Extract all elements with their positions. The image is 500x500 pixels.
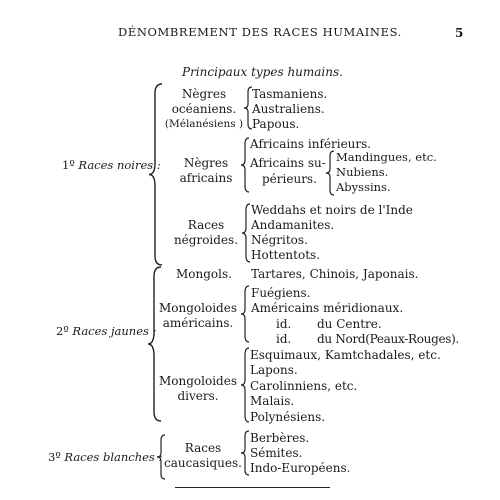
group-number: 2º (56, 324, 69, 338)
list-item: Hottentots. (251, 248, 321, 262)
group-name: Races noires : (78, 158, 161, 172)
category-line: négroides. (173, 233, 239, 247)
category-line: Mongoloides (159, 301, 237, 315)
category-mongoloides-divers (158, 374, 238, 404)
list-item: Tartares, Chinois, Japonais. (251, 267, 419, 281)
list-item: Fuégiens. (251, 286, 311, 300)
list-item: Africains su- (250, 156, 326, 170)
list-item: périeurs. (262, 172, 317, 186)
group-name: Races jaunes : (72, 324, 157, 338)
category-negres-oceaniens (162, 87, 246, 132)
list-item: Papous. (252, 117, 300, 131)
id-marker: id. (276, 332, 292, 346)
subtitle: Principaux types humains. (182, 65, 343, 79)
list-item: Malais. (250, 394, 295, 408)
running-head: DÉNOMBREMENT DES RACES HUMAINES. (118, 25, 402, 39)
category-line: Mongoloides (159, 374, 237, 388)
group-label-races-noires (62, 160, 161, 172)
list-item: Négritos. (251, 233, 308, 247)
page-number: 5 (455, 26, 464, 40)
group-number: 3º (48, 450, 61, 464)
category-line: Races (184, 441, 222, 455)
curly-brace-icon (325, 150, 335, 196)
group-label-races-jaunes (56, 326, 156, 338)
curly-brace-icon (240, 285, 250, 343)
category-line: divers. (177, 389, 219, 403)
category-races-caucasiques (164, 441, 242, 471)
list-item: Berbères. (250, 431, 310, 445)
list-item: Australiens. (252, 102, 325, 116)
list-item: du Centre. (317, 317, 382, 331)
list-item: Andamanites. (251, 218, 335, 232)
list-item: Carolinniens, etc. (250, 379, 358, 393)
list-item: Polynésiens. (250, 410, 326, 424)
list-item: Tasmaniens. (252, 87, 328, 101)
category-line: Nègres (183, 156, 229, 170)
curly-brace-icon (241, 203, 251, 263)
group-number: 1º (62, 158, 75, 172)
list-item: Lapons. (250, 363, 298, 377)
divider (175, 487, 330, 488)
category-line: caucasiques. (164, 456, 242, 470)
list-item: du Nord(Peaux-Rouges). (317, 332, 460, 346)
curly-brace-icon (240, 347, 250, 423)
category-mongoloides-americains (158, 301, 238, 331)
category-line: océaniens. (171, 102, 237, 116)
list-item: Indo-Européens. (250, 461, 351, 475)
list-item: Africains inférieurs. (250, 137, 372, 151)
list-item: Mandingues, etc. (336, 150, 437, 164)
category-line: (Mélanésiens ) (164, 118, 244, 130)
group-label-races-blanches (48, 452, 162, 464)
curly-brace-icon (240, 137, 250, 193)
list-item: Weddahs et noirs de l'Inde (251, 203, 413, 217)
category-line: Races (187, 218, 225, 232)
category-line: américains. (162, 316, 234, 330)
list-item: Nubiens. (336, 165, 389, 179)
category-line: africains (179, 171, 233, 185)
group-name: Races blanches : (64, 450, 163, 464)
category-line: Nègres (181, 87, 227, 101)
category-mongols: Mongols. (176, 267, 232, 281)
category-negres-africains (176, 156, 236, 186)
id-marker: id. (276, 317, 292, 331)
curly-brace-icon (240, 430, 250, 476)
category-races-negroides (172, 218, 240, 248)
list-item: Américains méridionaux. (251, 301, 404, 315)
list-item: Esquimaux, Kamtchadales, etc. (250, 348, 441, 362)
list-item: Abyssins. (336, 180, 391, 194)
list-item: Sémites. (250, 446, 303, 460)
